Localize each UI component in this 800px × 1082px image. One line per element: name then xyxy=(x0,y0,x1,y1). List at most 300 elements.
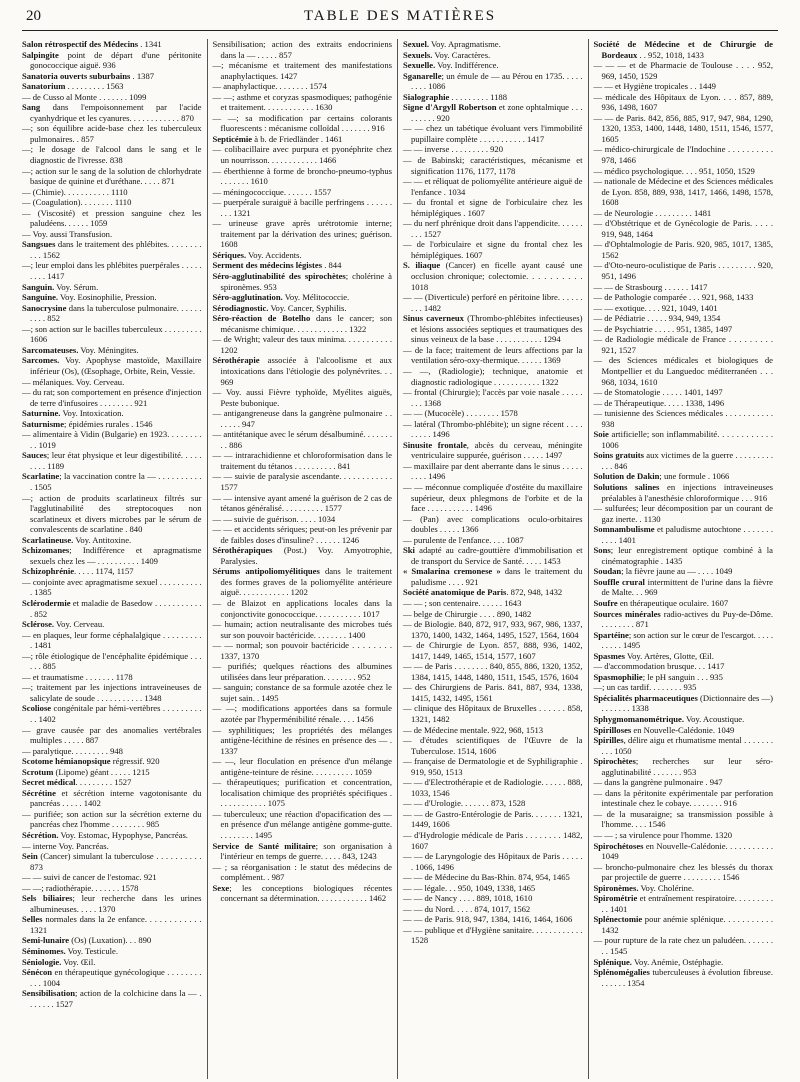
entry-text: — de Chirurgie de Lyon. 857, 888, 936, 1402, 1417, 1449, 1465, 1514, 1577, 1607 xyxy=(403,640,583,661)
entry-text: Voy. Sérum. xyxy=(54,281,99,292)
index-entry xyxy=(22,535,202,546)
entry-text: — ; sa réorganisation : le statut des médecins de complément. . 987 xyxy=(212,861,392,883)
entry-text: — conjointe avec apragmatisme sexuel . . . . . . . . . . . 1385 xyxy=(22,576,202,598)
entry-text: — de Biologie. 840, 872, 917, 933, 967, 986, 1337, 1370, 1400, 1432, 1464, 1495, 1527, 1564, 1604 xyxy=(403,619,583,640)
index-entry xyxy=(403,514,583,535)
entry-text: — de la face; traitement de leurs affections par la ventilation séro-oxy-thermique. . . . . . 1369 xyxy=(403,344,583,366)
entry-text: Voy. Accidents. xyxy=(246,249,302,260)
index-entry xyxy=(213,334,393,355)
entry-text: Voy. Antitoxine. xyxy=(73,534,132,545)
index-entry xyxy=(22,345,202,356)
index-entry xyxy=(594,788,774,809)
entry-text: —; son action sur le bacilles tuberculeux . . . . . . . . . 1606 xyxy=(22,323,202,345)
entry-text: ; Indifférence et apragmatisme sexuels chez les — . . . . . . . . . . 1409 xyxy=(30,545,202,566)
index-entry xyxy=(22,746,202,757)
entry-heading: Scoliose xyxy=(22,703,52,714)
index-entry xyxy=(403,102,583,123)
entry-text: — paralytique. . . . . . . . . 948 xyxy=(22,745,123,756)
entry-heading: Saturnisme xyxy=(22,418,65,429)
index-entry xyxy=(22,851,202,872)
entry-text: — anaphylactique. . . . . . . . 1574 xyxy=(212,81,327,92)
entry-text: — sanguin; constance de sa formule azotée chez le sujet sain. . 1495 xyxy=(212,682,392,703)
index-entry xyxy=(403,71,583,92)
entry-text: (Os) (Luxation). . . 890 xyxy=(69,935,152,946)
entry-text: —; mécanisme et traitement des manifestations anaphylactiques. 1427 xyxy=(212,60,392,81)
index-entry xyxy=(594,566,774,577)
entry-text: pour anémie splénique. . . . . . . . . . . 1432 xyxy=(601,914,773,935)
index-entry xyxy=(594,239,774,260)
entry-text: ; leur recherche dans les urines albumineuses. . . . . 1370 xyxy=(30,893,202,914)
index-entry xyxy=(22,324,202,345)
entry-text: — en plaques, leur forme céphalalgique . . . . . . . . . . 1481 xyxy=(22,629,202,651)
entry-text: — —; modifications apportées dans sa formule azotée par l'hyperménibilité rénale. . . . 1456 xyxy=(212,703,392,724)
index-entry xyxy=(403,123,583,144)
entry-heading: Sexuels. xyxy=(403,49,433,60)
index-entry xyxy=(213,134,393,145)
index-entry xyxy=(22,756,202,767)
entry-text: . 1387 xyxy=(130,70,155,81)
index-entry xyxy=(594,957,774,968)
index-entry xyxy=(594,756,774,777)
index-entry xyxy=(403,155,583,176)
entry-heading: Sganarelle xyxy=(403,70,442,81)
entry-heading: Schizophrénie xyxy=(22,566,75,577)
index-entry xyxy=(594,429,774,450)
index-entry xyxy=(594,450,774,471)
index-entry xyxy=(403,545,583,566)
index-entry xyxy=(213,682,393,703)
index-entry xyxy=(403,566,583,587)
index-entry xyxy=(213,187,393,198)
entry-text: et maladie de Basedow . . . . . . . . . . . . 852 xyxy=(30,597,202,619)
index-entry xyxy=(213,524,393,545)
entry-text: (Dictionnaire des —) . . . . . . . 1338 xyxy=(601,692,773,714)
entry-heading: Spirilles xyxy=(593,735,624,746)
entry-text: adapté au cadre-gouttière d'immobilisation et de transport du Service de Santé. . . . . 1453 xyxy=(411,545,583,566)
index-entry xyxy=(403,682,583,703)
entry-heading: Serment des médecins légistes xyxy=(212,260,323,271)
entry-text: . 1341 xyxy=(138,39,162,49)
index-column-3 xyxy=(397,39,588,1079)
index-entry xyxy=(403,893,583,904)
entry-text: — — normal; son pouvoir bactéricide . . . . . . . . 1337, 1370 xyxy=(212,640,392,661)
entry-heading: Signe d'Argyll Robertson xyxy=(403,102,497,113)
entry-text: — —, leur floculation en présence d'un mélange antigène-teinture de résine. . . . . . . . . . 1059 xyxy=(212,756,392,777)
index-entry xyxy=(403,345,583,366)
entry-heading: Sons xyxy=(593,545,611,556)
index-entry xyxy=(22,988,202,1009)
entry-text: Voy. Apophyse mastoïde, Maxillaire inférieur (Os), (Œsophage, Orbite, Rein, Vessie. xyxy=(30,355,202,376)
entry-heading: Souffle crural xyxy=(593,576,645,587)
entry-text: Sensibilisation; action des extraits endocriniens dans la — . . . . . 857 xyxy=(212,39,392,60)
index-entry xyxy=(594,408,774,429)
entry-heading: Séminomes. xyxy=(22,946,66,957)
entry-text: aux victimes de la guerre . . . . . . . . . . . . 846 xyxy=(601,450,773,471)
index-entry xyxy=(594,303,774,314)
index-entry xyxy=(22,50,202,71)
index-entry xyxy=(403,239,583,260)
entry-text: — maxillaire par dent aberrante dans le sinus . . . . . . . . . 1496 xyxy=(403,460,583,482)
entry-text: Voy. Caractères. xyxy=(432,49,491,60)
index-entry xyxy=(594,113,774,145)
entry-text: — pour rupture de la rate chez un paludéen. . . . . . . . . 1545 xyxy=(593,935,773,957)
entry-heading: Spartéine xyxy=(593,629,629,640)
entry-text: (Cancer) en ficelle ayant causé une occlusion chronique; colectomie. . . . . . . . . . 1018 xyxy=(411,260,583,292)
entry-text: — — d'Electrothérapie et de Radiologie. . . . . . 888, 1033, 1546 xyxy=(403,777,583,798)
entry-text: — — de Nancy . . . . 889, 1018, 1610 xyxy=(403,893,533,904)
index-entry xyxy=(213,429,393,450)
entry-text: — (Pan) avec complications oculo-orbitaires doubles . . . . . 1366 xyxy=(403,513,583,535)
entry-text: — — suivie de guérison. . . . . 1034 xyxy=(212,513,336,524)
entry-text: dans le traitement du paludisme . . . . 921 xyxy=(411,566,583,587)
index-entry xyxy=(22,872,202,883)
index-entry xyxy=(22,619,202,630)
index-entry xyxy=(403,725,583,736)
index-entry xyxy=(594,387,774,398)
entry-text: — — de Paris. 918, 947, 1384, 1416, 1464, 1606 xyxy=(403,914,573,925)
entry-text: — d'études scientifiques de l'Œuvre de la Tuberculose. 1514, 1606 xyxy=(403,735,583,756)
index-entry xyxy=(403,292,583,313)
entry-text: et paludisme autochtone . . . . . . . . . . . 1401 xyxy=(601,524,773,545)
index-entry xyxy=(594,218,774,239)
index-entry xyxy=(594,830,774,841)
entry-text: — tuberculeux; une réaction d'opacification des — en présence d'un mélange antigène gomme-gutte. . . . . . . . . 1495 xyxy=(212,808,392,841)
entry-text: — — de Paris. 842, 856, 885, 917, 947, 984, 1290, 1320, 1353, 1400, 1448, 1480, 1511, 1546, 1577, 1605 xyxy=(593,112,773,144)
index-column-2 xyxy=(207,39,398,1079)
entry-text: —; son équilibre acide-base chez les tuberculeux pulmonaires. . 857 xyxy=(22,123,202,144)
entry-text: — médico-chirurgicale de l'Indochine . . . . . . . . . . 978, 1466 xyxy=(593,144,773,166)
entry-text: — grave causée par des anomalies vertébrales multiples . . . . . 887 xyxy=(22,724,202,746)
index-entry xyxy=(403,535,583,546)
entry-heading: Scotome hémianopsique xyxy=(22,756,111,767)
index-entry xyxy=(594,524,774,545)
entry-text: — — (Mucocèle) . . . . . . . . 1578 xyxy=(403,408,518,419)
entry-text: — de Stomatologie . . . . . 1401, 1497 xyxy=(593,387,723,398)
entry-text: — — de Laryngologie des Hôpitaux de Paris . . . . . . 1066, 1496 xyxy=(403,851,583,872)
entry-text: (Cancer) simulant la tuberculose . . . . . . . . . . 873 xyxy=(30,851,202,872)
entry-text: en injections intraveineuses préalables à l'anesthésie chloroformique . . . 916 xyxy=(601,481,773,503)
entry-heading: Soudan xyxy=(593,566,622,577)
entry-text: — — ; son centenaire. . . . . . 1643 xyxy=(403,597,522,608)
entry-text: — de Médecine mentale. 922, 968, 1513 xyxy=(403,724,544,735)
index-entry xyxy=(213,883,393,904)
entry-text: — du rat; son comportement en présence d'injection de terre d'infusoires . . . . . . . . 921 xyxy=(22,387,202,408)
index-entry xyxy=(594,503,774,524)
entry-text: — d'Hydrologie médicale de Paris . . . . . . . . 1482, 1607 xyxy=(403,830,583,851)
index-entry xyxy=(594,292,774,303)
index-entry xyxy=(403,809,583,830)
entry-text: — clinique des Hôpitaux de Bruxelles . . . . . . 858, 1321, 1482 xyxy=(403,703,583,724)
index-entry xyxy=(403,197,583,218)
entry-text: ; son organisation à l'intérieur en temps de guerre. . . . . 843, 1243 xyxy=(220,840,392,862)
entry-text: Voy. Méningites. xyxy=(78,344,139,355)
index-entry xyxy=(22,144,202,165)
entry-heading: Sécrétine xyxy=(22,787,56,798)
index-entry xyxy=(403,92,583,103)
entry-text: (Thrombo-phlébites infectieuses) et lésions associées septiques et traumatiques des sinus veineux de la base . . . . . . . . . . . 1294 xyxy=(411,313,583,345)
index-entry xyxy=(403,408,583,419)
entry-heading: Septicémie xyxy=(212,133,253,144)
entry-heading: Salon rétrospectif des Médecins xyxy=(22,39,139,49)
index-entry xyxy=(22,292,202,303)
entry-text: —; rôle étiologique de l'encéphalite épidémique . . . . . . 885 xyxy=(22,650,202,672)
index-entry xyxy=(594,914,774,935)
entry-text: ; recherches sur leur séro-agglutinabilité . . . . . . . 953 xyxy=(601,756,773,777)
entry-heading: Sels biliaires xyxy=(22,893,73,904)
index-entry xyxy=(213,598,393,619)
entry-text: ; leur état physique et leur digestibilité. . . . . . . . . 1189 xyxy=(30,450,202,471)
entry-text: Voy. Apragmatisme. xyxy=(429,39,501,49)
entry-text: — urineuse grave après urétrotomie interne; traitement par la dérivation des urines; guérison. 1608 xyxy=(212,218,392,250)
entry-text: — — de Médecine du Bas-Rhin. 874, 954, 1465 xyxy=(403,872,570,883)
entry-text: — médicale des Hôpitaux de Lyon. . . . 857, 889, 936, 1498, 1607 xyxy=(593,91,773,113)
index-entry xyxy=(594,883,774,894)
entry-heading: Sources minérales xyxy=(593,608,661,619)
index-entry xyxy=(213,387,393,408)
entry-text: ; la fièvre jaune au — . . . . 1049 xyxy=(621,566,733,577)
index-entry xyxy=(213,92,393,113)
entry-text: et zone ophtalmique . . . . . . . . . 920 xyxy=(411,102,583,123)
entry-text: — — et réliquat de poliomyélite antérieure aiguë de l'enfance . 1034 xyxy=(403,176,583,197)
entry-text: — alimentaire à Vidin (Bulgarie) en 1923. . . . . . . . . . 1019 xyxy=(22,429,202,450)
entry-text: — purulente de l'enfance. . . . 1087 xyxy=(403,534,524,545)
index-entry xyxy=(594,208,774,219)
index-entry xyxy=(403,313,583,345)
index-entry xyxy=(403,587,583,598)
entry-text: . . 952, 1018, 1433 xyxy=(637,49,704,60)
entry-text: — —, (Radiologie); technique, anatomie et diagnostic radiologique . . . . . . . . . . . 1322 xyxy=(403,365,583,387)
entry-text: — de Cusso al Monte . . . . . . . 1099 xyxy=(22,91,147,102)
index-entry xyxy=(403,914,583,925)
index-entry xyxy=(213,292,393,303)
entry-text: — —; asthme et coryzas spasmodiques; pathogénie et traitement. . . . . . . . . . . . 1630 xyxy=(212,91,392,113)
entry-text: — d'accommodation brusque. . . 1417 xyxy=(593,661,725,672)
index-entry xyxy=(594,176,774,208)
entry-text: — de Wright; valeur des taux minima. . . . . . . . . . . 1202 xyxy=(212,334,392,355)
entry-text: — de Thérapeutique. . . . . 1338, 1496 xyxy=(593,397,725,408)
entry-text: Voy. Anémie, Ostéphagie. xyxy=(631,956,724,967)
entry-text: artificielle; son inflammabilité. . . . . . . . . . . . 1006 xyxy=(601,429,773,450)
entry-text: — — et Hygiène tropicales . . 1449 xyxy=(593,81,716,92)
entry-heading: Sanatorium xyxy=(22,81,66,92)
index-entry xyxy=(22,725,202,746)
entry-text: — de l'orbiculaire et signe du frontal chez les hémiplégiques. 1607 xyxy=(403,239,583,260)
index-entry xyxy=(403,440,583,461)
entry-heading: Sensibilisation xyxy=(22,988,76,999)
index-entry xyxy=(594,398,774,409)
entry-text: — antigangreneuse dans la gangrène pulmonaire . . . . . . . 947 xyxy=(212,408,392,429)
index-entry xyxy=(403,598,583,609)
index-entry xyxy=(22,914,202,935)
index-entry xyxy=(403,609,583,620)
entry-text: — des Chirurgiens de Paris. 841, 887, 934, 1338, 1415, 1432, 1495, 1561 xyxy=(403,682,583,703)
entry-text: — — méconnue compliquée d'ostéite du maxillaire supérieur, deux phlegmons de l'orbite et de la face . . . . . . . . . . . 1496 xyxy=(403,481,583,514)
index-entry xyxy=(22,883,202,894)
index-entry xyxy=(403,925,583,946)
entry-heading: Salpingite xyxy=(22,49,59,60)
index-entry xyxy=(403,661,583,682)
index-entry xyxy=(594,39,774,60)
index-entry xyxy=(403,144,583,155)
entry-heading: Séro-agglutinabilité des spirochètes xyxy=(212,271,346,282)
entry-heading: Sclérodermie xyxy=(22,597,71,608)
index-entry xyxy=(594,144,774,165)
index-entry xyxy=(22,651,202,672)
entry-heading: Sein xyxy=(22,851,38,862)
entry-heading: Séro-agglutination. xyxy=(212,292,283,303)
index-entry xyxy=(22,935,202,946)
entry-heading: Sialographie xyxy=(403,91,450,102)
index-entry xyxy=(594,725,774,736)
index-entry xyxy=(594,735,774,756)
index-entry xyxy=(213,545,393,566)
entry-heading: Sérodiagnostic. xyxy=(212,302,269,313)
entry-text: Voy. Artères, Glotte, Œil. xyxy=(625,650,714,661)
index-entry xyxy=(22,788,202,809)
index-entry xyxy=(594,324,774,335)
entry-text: — de Psychiatrie . . . . . 951, 1385, 1497 xyxy=(593,323,733,334)
index-entry xyxy=(403,904,583,915)
entry-text: —; un cas tardif. . . . . . . . 935 xyxy=(593,682,697,693)
index-entry xyxy=(403,39,583,50)
entry-text: — — ; sa virulence pour l'homme. 1320 xyxy=(593,830,733,841)
index-entry xyxy=(213,450,393,471)
index-entry xyxy=(213,514,393,525)
entry-text: . . . . . . . . . 1188 xyxy=(449,91,508,102)
entry-text: — et traumatisme . . . . . . . 1178 xyxy=(22,671,133,682)
index-entry xyxy=(594,81,774,92)
entry-text: — sulfurées; leur décomposition par un courant de gaz inerte. . 1130 xyxy=(593,503,773,524)
entry-text: — — exotique. . . . 921, 1049, 1401 xyxy=(593,302,718,313)
entry-text: — (Viscosité) et pression sanguine chez les paludéens. . . . . . 1059 xyxy=(22,207,202,229)
entry-heading: « Smalarina cremonese » xyxy=(403,566,501,577)
index-entry xyxy=(22,450,202,471)
entry-text: — — de Gastro-Entérologie de Paris. . . . . . . 1321, 1449, 1606 xyxy=(403,808,583,830)
index-entry xyxy=(403,260,583,292)
index-entry xyxy=(22,92,202,103)
index-entry xyxy=(213,81,393,92)
entry-heading: Splénique. xyxy=(593,956,632,967)
entry-heading: Sclérose. xyxy=(22,619,55,630)
index-entry xyxy=(403,50,583,61)
entry-text: Voy. Testicule. xyxy=(65,946,118,957)
entry-text: — de Pathologie comparée . . . 921, 968, 1433 xyxy=(593,292,754,303)
index-entry xyxy=(22,777,202,788)
entry-text: congénitale par hémi-vertèbres . . . . . . . . . . . 1402 xyxy=(30,703,202,724)
entry-text: Voy. Œil. xyxy=(61,956,96,967)
index-entry xyxy=(594,471,774,482)
entry-text: — — intensive ayant amené la guérison de 2 cas de tétanos généralisé. . . . . . . . . . 1577 xyxy=(212,492,392,514)
index-entry xyxy=(403,756,583,777)
index-entry xyxy=(403,461,583,482)
entry-text: — puerpérale suraiguë à bacille perfringens . . . . . . . . . 1321 xyxy=(212,197,392,218)
entry-heading: Sérothérapie xyxy=(212,355,260,366)
index-entry xyxy=(594,609,774,630)
entry-heading: Sang xyxy=(22,102,41,113)
entry-text: à b. de Friedländer . 1461 xyxy=(252,133,343,144)
index-entry xyxy=(594,693,774,714)
entry-text: — des Sciences médicales et biologiques de Montpellier et du Languedoc méditerranéen . . . 968, 1034, 1610 xyxy=(593,355,773,387)
index-entry xyxy=(594,672,774,683)
index-entry xyxy=(594,166,774,177)
entry-text: — éberthienne à forme de broncho-pneumo-typhus . . . . . . . 1610 xyxy=(212,165,392,187)
entry-text: — latéral (Thrombo-phlébite); un signe récent . . . . . . . . . 1496 xyxy=(403,418,583,440)
index-entry xyxy=(594,313,774,324)
index-entry xyxy=(213,303,393,314)
entry-heading: Secret médical xyxy=(22,777,76,788)
entry-text: — — inverse . . . . . . . . . 920 xyxy=(403,144,504,155)
entry-text: —; traitement par les injections intraveineuses de salicylate de soude . . . . . . . . . . . 1348 xyxy=(22,682,202,703)
index-entry xyxy=(594,355,774,387)
index-entry xyxy=(213,841,393,862)
entry-text: — —; sa modification par certains colorants fluorescents : mécanisme colloïdal . . . . . . . 916 xyxy=(212,112,392,134)
index-entry xyxy=(22,598,202,619)
entry-heading: Spécialités pharmaceutiques xyxy=(593,692,698,703)
entry-text: tuberculeuses à évolution fibreuse. . . . . . . 1354 xyxy=(601,967,773,988)
index-entry xyxy=(213,60,393,81)
index-entry xyxy=(403,419,583,440)
index-entry xyxy=(594,651,774,662)
entry-heading: Spirilloses xyxy=(593,724,632,735)
entry-text: , abcès du cerveau, méningite ventriculaire suppurée, guérison . . . . . 1497 xyxy=(411,439,583,461)
entry-heading: Sérums antipoliomyélitiques xyxy=(212,566,320,577)
entry-text: — nationale de Médecine et des Sciences médicales de Lyon. 858, 889, 938, 1417, 1466, 1498, 1578, 1608 xyxy=(593,176,773,208)
entry-heading: Spirochètes xyxy=(593,756,636,767)
index-entry xyxy=(22,967,202,988)
index-entry xyxy=(22,809,202,830)
index-entry xyxy=(213,703,393,724)
index-entry xyxy=(22,71,202,82)
index-entry xyxy=(22,377,202,388)
entry-text: — du frontal et signe de l'orbiculaire chez les hémiplégiques . 1607 xyxy=(403,197,583,218)
index-entry xyxy=(22,767,202,778)
entry-text: — frontal (Chirurgie); l'accès par voie nasale . . . . . . . . 1368 xyxy=(403,387,583,408)
index-entry xyxy=(594,661,774,672)
entry-text: — — suivi de cancer de l'estomac. 921 xyxy=(22,872,157,883)
entry-heading: Sanguin. xyxy=(22,281,55,292)
running-title: TABLE DES MATIÈRES xyxy=(303,8,497,24)
entry-text: — de Pédiatrie . . . . . 934, 949, 1354 xyxy=(593,313,721,324)
entry-text: Voy. Cerveau. xyxy=(54,619,105,630)
entry-text: — dans la gangrène pulmonaire . 947 xyxy=(593,777,723,788)
index-entry xyxy=(594,482,774,503)
index-entry xyxy=(22,197,202,208)
index-entry xyxy=(403,60,583,71)
index-entry xyxy=(22,102,202,123)
entry-text: — interne Voy. Pancréas. xyxy=(22,840,109,851)
index-entry xyxy=(22,408,202,419)
entry-text: — —; radiothérapie. . . . . . . 1578 xyxy=(22,882,139,893)
entry-text: associée à l'alcoolisme et aux intoxications dans l'étiologie des polynévrites. . . 969 xyxy=(220,355,392,387)
entry-text: . 872, 948, 1432 xyxy=(506,587,563,598)
entry-text: . . . . . 1174, 1157 xyxy=(74,566,134,577)
entry-text: — — intrarachidienne et chloroformisation dans le traitement du tétanos . . . . . . . . . . 841 xyxy=(212,450,392,471)
entry-text: — thérapeutiques; purification et concentration, localisation chimique des propriétés spécifiques . . . . . . . . . . . . 1075 xyxy=(212,777,392,809)
entry-heading: Sexe xyxy=(212,882,230,893)
entry-text: Voy. Indifférence. xyxy=(435,60,499,71)
index-entry xyxy=(213,725,393,757)
index-entry xyxy=(213,355,393,387)
entry-text: ; action de la colchicine dans la — . . . . . . . 1527 xyxy=(30,988,202,1009)
index-entry xyxy=(213,197,393,218)
entry-heading: Splénomégalies xyxy=(593,967,650,978)
index-entry xyxy=(213,218,393,250)
index-entry xyxy=(594,841,774,862)
index-entry xyxy=(22,81,202,92)
entry-text: dans l'empoisonnement par l'acide cyanhydrique et les cyanures. . . . . . . . . . . . 870 xyxy=(30,102,202,123)
index-entry xyxy=(22,39,202,50)
index-entry xyxy=(213,640,393,661)
